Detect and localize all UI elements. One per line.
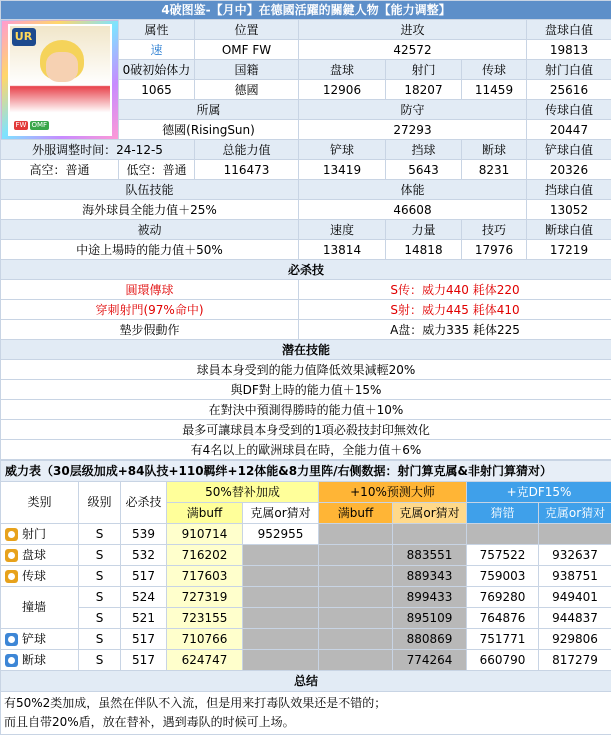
label-attribute: 属性	[119, 20, 195, 40]
row-level: S	[79, 545, 121, 566]
label-tackle-white: 铲球白值	[527, 140, 611, 160]
header-full-buff: 满buff	[319, 503, 393, 524]
row-skill: 539	[121, 524, 167, 545]
summary-line: 而且自带20%盾，放在替补，遇到毒队的时候可上场。	[4, 713, 608, 732]
row-level: S	[79, 608, 121, 629]
latent-skill: 有4名以上的歐洲球員在時，全能力值＋6%	[1, 440, 611, 460]
value-speed: 13814	[299, 240, 386, 260]
label-shoot: 射门	[386, 60, 462, 80]
row-v4: 895109	[393, 608, 467, 629]
row-v5: 757522	[467, 545, 539, 566]
label-tackle: 铲球	[299, 140, 386, 160]
latent-skill: 最多可讓球員本身受到的1項必殺技封印無效化	[1, 420, 611, 440]
row-v4: 889343	[393, 566, 467, 587]
value-attack: 42572	[299, 40, 527, 60]
row-skill: 517	[121, 566, 167, 587]
value-shoot-white: 25616	[527, 80, 611, 100]
player-portrait	[8, 24, 112, 136]
row-v1: 624747	[167, 650, 243, 671]
row-v1: 710766	[167, 629, 243, 650]
value-team-skill: 海外球員全能力值＋25%	[1, 200, 299, 220]
value-dribble: 12906	[299, 80, 386, 100]
row-v6: 949401	[539, 587, 611, 608]
row-v3	[319, 650, 393, 671]
value-stamina: 46608	[299, 200, 527, 220]
row-level: S	[79, 566, 121, 587]
label-pass-white: 传球白值	[527, 100, 611, 120]
table-row	[1, 650, 611, 671]
page-title: 4破图鉴-【月中】在德國活躍的關鍵人物【能力调整】	[1, 1, 611, 20]
pass-icon	[5, 570, 18, 583]
position-badge-omf: OMF	[30, 121, 50, 130]
label-shoot-white: 射门白值	[527, 60, 611, 80]
header-group-predict: +10%预测大师	[319, 482, 467, 503]
dribble-icon	[5, 549, 18, 562]
value-block-white: 13052	[527, 200, 611, 220]
row-v6: 929806	[539, 629, 611, 650]
row-level: S	[79, 524, 121, 545]
header-group-vs-df: +克DF15%	[467, 482, 611, 503]
value-power: 14818	[386, 240, 462, 260]
label-team-skill: 队伍技能	[1, 180, 299, 200]
label-nation: 国籍	[195, 60, 299, 80]
summary-title: 总结	[1, 671, 611, 692]
row-type: 铲球	[22, 632, 46, 646]
row-v4: 883551	[393, 545, 467, 566]
row-type: 盘球	[22, 548, 46, 562]
header-level: 级别	[79, 482, 121, 524]
value-team: 德國(RisingSun)	[119, 120, 299, 140]
label-stamina-initial: 0破初始体力	[119, 60, 195, 80]
latent-skill: 球員本身受到的能力值降低效果減輕20%	[1, 360, 611, 380]
row-v1: 910714	[167, 524, 243, 545]
latent-skill: 與DF對上時的能力值＋15%	[1, 380, 611, 400]
header-skill-power: 必杀技	[121, 482, 167, 524]
header-type: 类别	[1, 482, 79, 524]
row-v5	[467, 524, 539, 545]
row-type: 断球	[22, 653, 46, 667]
skill-name: 墊步假動作	[1, 320, 299, 340]
row-type: 射门	[22, 527, 46, 541]
row-v5: 751771	[467, 629, 539, 650]
value-passive: 中途上場時的能力值＋50%	[1, 240, 299, 260]
wall-icon	[5, 601, 18, 614]
row-v1: 716202	[167, 545, 243, 566]
row-v4: 880869	[393, 629, 467, 650]
value-attribute: 速	[119, 40, 195, 60]
row-v1: 723155	[167, 608, 243, 629]
row-type: 撞墙	[22, 600, 46, 614]
row-level: S	[79, 650, 121, 671]
value-high-ball: 高空：普通	[1, 160, 119, 180]
row-v2	[243, 587, 319, 608]
skill-name: 穿刺射門(97%命中)	[1, 300, 299, 320]
row-v2	[243, 608, 319, 629]
skill-desc: S射：威力445 耗体410	[299, 300, 611, 320]
label-technique: 技巧	[462, 220, 527, 240]
latent-skill: 在對決中預測得勝時的能力值＋10%	[1, 400, 611, 420]
row-skill: 532	[121, 545, 167, 566]
row-v3	[319, 587, 393, 608]
power-table	[0, 460, 611, 735]
shoot-icon	[5, 528, 18, 541]
header-wrong-guess: 猜错	[467, 503, 539, 524]
value-intercept: 8231	[462, 160, 527, 180]
summary-box	[1, 692, 611, 735]
row-v2	[243, 650, 319, 671]
position-badge-fw: FW	[14, 121, 29, 130]
player-face	[46, 52, 78, 82]
table-row	[1, 545, 611, 566]
row-v4: 774264	[393, 650, 467, 671]
row-v2: 952955	[243, 524, 319, 545]
table-row	[1, 524, 611, 545]
header-counter: 克属or猜对	[243, 503, 319, 524]
rarity-badge: UR	[12, 28, 36, 46]
header-counter: 克属or猜对	[539, 503, 611, 524]
label-stamina: 体能	[299, 180, 527, 200]
row-v5: 769280	[467, 587, 539, 608]
skill-desc: A盘：威力335 耗体225	[299, 320, 611, 340]
row-level: S	[79, 629, 121, 650]
row-v6: 944837	[539, 608, 611, 629]
row-skill: 524	[121, 587, 167, 608]
row-v6: 817279	[539, 650, 611, 671]
table-row	[1, 566, 611, 587]
label-dribble: 盘球	[299, 60, 386, 80]
table-row	[1, 629, 611, 650]
table-row	[1, 608, 611, 629]
intercept-icon	[5, 654, 18, 667]
label-intercept: 断球	[462, 140, 527, 160]
row-v5: 660790	[467, 650, 539, 671]
skill-name: 圓環傳球	[1, 280, 299, 300]
value-tackle: 13419	[299, 160, 386, 180]
row-skill: 517	[121, 629, 167, 650]
row-v2	[243, 566, 319, 587]
summary-line: 有50%2类加成，虽然在伴队不入流，但是用来打毒队效果还是不错的；	[4, 694, 608, 713]
row-v3	[319, 524, 393, 545]
row-v6: 932637	[539, 545, 611, 566]
row-v6: 938751	[539, 566, 611, 587]
value-nation: 德國	[195, 80, 299, 100]
value-shoot: 18207	[386, 80, 462, 100]
label-passive: 被动	[1, 220, 299, 240]
label-speed: 速度	[299, 220, 386, 240]
row-v1: 727319	[167, 587, 243, 608]
row-v2	[243, 545, 319, 566]
header-group-sub-bonus: 50%替补加成	[167, 482, 319, 503]
row-v3	[319, 545, 393, 566]
row-level: S	[79, 587, 121, 608]
skills-title: 必杀技	[1, 260, 611, 280]
value-pass-white: 20447	[527, 120, 611, 140]
table-row	[1, 587, 611, 608]
value-dribble-white: 19813	[527, 40, 611, 60]
row-skill: 521	[121, 608, 167, 629]
label-attack: 进攻	[299, 20, 527, 40]
label-block: 挡球	[386, 140, 462, 160]
label-team: 所属	[119, 100, 299, 120]
value-intercept-white: 17219	[527, 240, 611, 260]
value-technique: 17976	[462, 240, 527, 260]
value-total: 116473	[195, 160, 299, 180]
label-block-white: 挡球白值	[527, 180, 611, 200]
row-v2	[243, 629, 319, 650]
power-table-title: 威力表（30层级加成+84队技+110羁绊+12体能&8力里阵/右侧数据：射门算克属&非射门算猜对）	[1, 461, 611, 482]
row-v5: 764876	[467, 608, 539, 629]
header-full-buff: 满buff	[167, 503, 243, 524]
row-v4: 899433	[393, 587, 467, 608]
label-power: 力量	[386, 220, 462, 240]
label-total: 总能力值	[195, 140, 299, 160]
row-v3	[319, 629, 393, 650]
value-tackle-white: 20326	[527, 160, 611, 180]
row-type: 传球	[22, 569, 46, 583]
latent-title: 潜在技能	[1, 340, 611, 360]
label-position: 位置	[195, 20, 299, 40]
value-pass: 11459	[462, 80, 527, 100]
skill-desc: S传：威力440 耗体220	[299, 280, 611, 300]
player-card	[1, 20, 119, 140]
value-defense: 27293	[299, 120, 527, 140]
adjust-time: 外服调整时间：24-12-5	[1, 140, 195, 160]
header-counter: 克属or猜对	[393, 503, 467, 524]
row-v4	[393, 524, 467, 545]
value-stamina-initial: 1065	[119, 80, 195, 100]
label-intercept-white: 断球白值	[527, 220, 611, 240]
row-v3	[319, 608, 393, 629]
label-pass: 传球	[462, 60, 527, 80]
tackle-icon	[5, 633, 18, 646]
value-position: OMF FW	[195, 40, 299, 60]
value-low-ball: 低空：普通	[119, 160, 195, 180]
row-v1: 717603	[167, 566, 243, 587]
row-v6	[539, 524, 611, 545]
label-defense: 防守	[299, 100, 527, 120]
row-v5: 759003	[467, 566, 539, 587]
value-block: 5643	[386, 160, 462, 180]
row-skill: 517	[121, 650, 167, 671]
label-dribble-white: 盘球白值	[527, 20, 611, 40]
row-v3	[319, 566, 393, 587]
